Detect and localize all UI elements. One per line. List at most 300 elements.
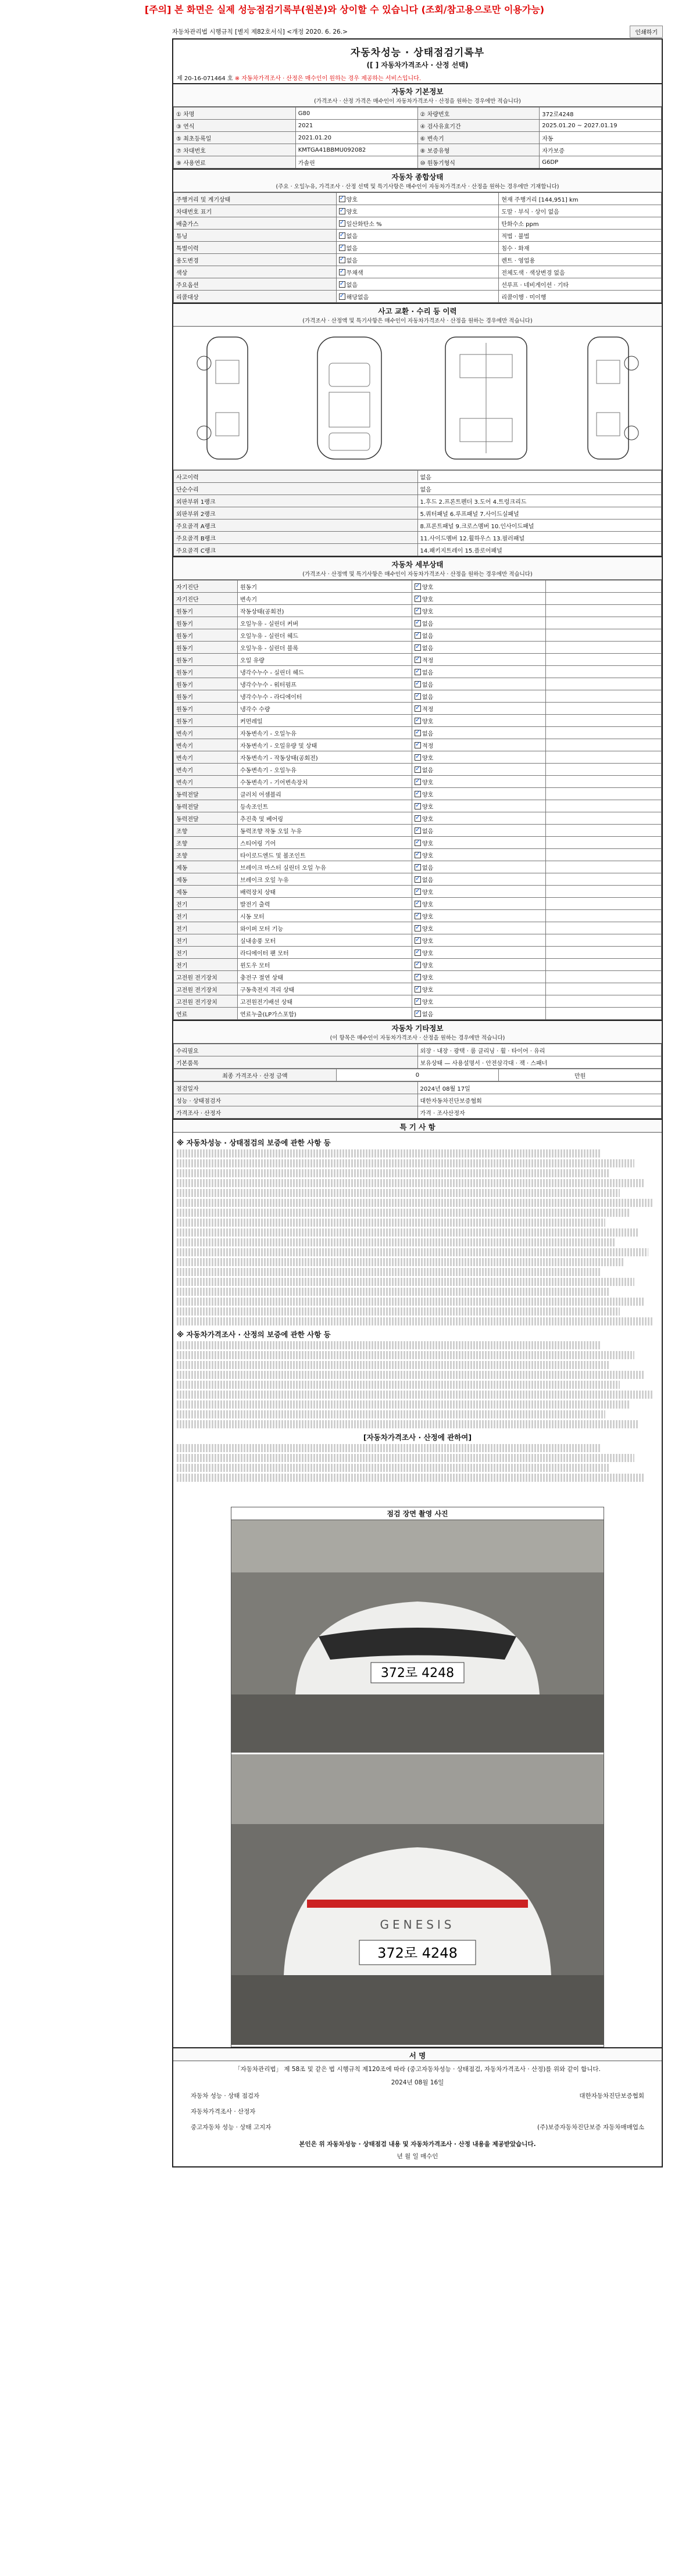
checkbox-checked-icon (415, 583, 421, 590)
section-repair-header (173, 303, 662, 327)
basic-label: ⑨ 사용연료 (174, 156, 296, 169)
check-value: 양호 (422, 816, 434, 823)
overall-detail: 선루프 · 네비게이션 · 기타 (499, 278, 662, 291)
section-sign-title: 서 명 (409, 2051, 426, 2060)
detail-note (546, 581, 662, 593)
checkbox-checked-icon (415, 925, 421, 931)
check-value: 없음 (346, 245, 358, 252)
inspector-value: 2024년 08월 17일 (417, 1082, 662, 1094)
detail-item: 작동상태(공회전) (238, 605, 412, 617)
overall-item: 특별이력 (174, 242, 337, 254)
repair-value: 1.후드 2.프론트펜더 3.도어 4.트렁크리드 (417, 495, 662, 507)
detail-row (174, 983, 662, 995)
check-value: 양호 (422, 974, 434, 981)
detail-item: 브레이크 마스터 실린더 오일 누유 (238, 861, 412, 873)
detail-group: 전기 (174, 898, 238, 910)
detail-group: 자기진단 (174, 581, 238, 593)
detail-note (546, 776, 662, 788)
detail-status (412, 812, 546, 825)
overall-item: 주행거리 및 계기상태 (174, 193, 337, 205)
notice-text-line (177, 1199, 654, 1207)
sign-row-appraiser (173, 2104, 662, 2119)
detail-status (412, 800, 546, 812)
detail-group: 원동기 (174, 703, 238, 715)
detail-status (412, 922, 546, 934)
detail-row (174, 642, 662, 654)
detail-group: 전기 (174, 947, 238, 959)
car-underbody-diagram (428, 331, 544, 465)
check-value: 없음 (422, 1011, 434, 1018)
detail-group: 원동기 (174, 678, 238, 690)
overall-status (336, 266, 499, 278)
detail-note (546, 1008, 662, 1020)
detail-item: 자동변속기 - 작동상태(공회전) (238, 751, 412, 764)
check-value: 없음 (346, 282, 358, 289)
detail-note (546, 800, 662, 812)
overall-status (336, 242, 499, 254)
detail-status (412, 910, 546, 922)
checkbox-checked-icon (415, 950, 421, 956)
final-price-label: 최종 가격조사 · 산정 금액 (174, 1069, 337, 1081)
overall-row (174, 291, 662, 303)
checkbox-checked-icon (415, 962, 421, 968)
checkbox-checked-icon (415, 754, 421, 761)
repair-item: 외판부위 2랭크 (174, 507, 418, 520)
check-value: 없음 (422, 633, 434, 640)
detail-note (546, 837, 662, 849)
repair-item: 사고이력 (174, 471, 418, 483)
check-value: 없음 (422, 730, 434, 737)
detail-item: 냉각수누수 - 실린더 헤드 (238, 666, 412, 678)
check-value: 양호 (422, 999, 434, 1006)
inspector-value: 대한자동차진단보증협회 (417, 1094, 662, 1106)
check-value: 해당없음 (346, 294, 369, 301)
section-detail-title: 자동차 세부상태 (391, 560, 444, 569)
basic-row (174, 108, 662, 120)
detail-status (412, 764, 546, 776)
detail-group: 변속기 (174, 764, 238, 776)
detail-status (412, 861, 546, 873)
detail-row (174, 995, 662, 1008)
detail-status (412, 959, 546, 971)
check-value: 없음 (422, 694, 434, 701)
check-value: 없음 (422, 645, 434, 652)
detail-item: 충전구 절연 상태 (238, 971, 412, 983)
check-value: 양호 (422, 791, 434, 798)
notice-text-line (177, 1238, 615, 1246)
check-value: 양호 (422, 755, 434, 762)
detail-note (546, 788, 662, 800)
notice-text-line (177, 1454, 634, 1462)
other-item: 기본품목 (174, 1056, 418, 1069)
detail-item: 윈도우 모터 (238, 959, 412, 971)
repair-item: 주요골격 A랭크 (174, 520, 418, 532)
detail-status (412, 642, 546, 654)
detail-status (412, 715, 546, 727)
form-reference: 자동차관리법 시행규칙 [별지 제82호서식] <개정 2020. 6. 26.> (172, 28, 348, 35)
notice-text-line (177, 1258, 624, 1266)
checkbox-checked-icon (415, 864, 421, 870)
repair-value: 없음 (417, 483, 662, 495)
overall-row (174, 217, 662, 230)
detail-row (174, 934, 662, 947)
detail-status (412, 788, 546, 800)
inspector-label: 가격조사 · 산정자 (174, 1106, 418, 1119)
notice-text-line (177, 1298, 644, 1306)
overall-status (336, 205, 499, 217)
notice-title-appraisal: ※ 자동차가격조사 · 산정의 보증에 관한 사항 등 (177, 1330, 331, 1339)
detail-group: 전기 (174, 910, 238, 922)
repair-value: 없음 (417, 471, 662, 483)
check-value: 양호 (422, 926, 434, 933)
detail-note (546, 934, 662, 947)
check-value: 양호 (422, 889, 434, 896)
notice-text-line (177, 1209, 629, 1217)
detail-item: 수동변속기 - 기어변속장치 (238, 776, 412, 788)
detail-row (174, 788, 662, 800)
section-other-title: 자동차 기타정보 (391, 1024, 444, 1033)
detail-note (546, 703, 662, 715)
sign-row-inspector (173, 2088, 662, 2104)
check-value: 양호 (422, 584, 434, 591)
detail-status (412, 849, 546, 861)
section-basic-sub: (가격조사 · 산정 가격은 매수인이 자동차가격조사 · 산정을 원하는 경우에만 적습니다) (314, 98, 521, 105)
other-row (174, 1044, 662, 1056)
checkbox-checked-icon (415, 644, 421, 651)
detail-note (546, 690, 662, 703)
detail-row (174, 886, 662, 898)
detail-group: 동력전달 (174, 800, 238, 812)
notice-text-line (177, 1159, 634, 1167)
sign-declaration: 「자동차관리법」 제 58조 및 같은 법 시행규칙 제120조에 따라 (중고자동차성능 · 상태점검, 자동차가격조사 · 산정)를 위와 같이 합니다. (234, 2066, 601, 2073)
overall-item: 주요옵션 (174, 278, 337, 291)
detail-note (546, 764, 662, 776)
repair-row (174, 507, 662, 520)
detail-group: 원동기 (174, 690, 238, 703)
detail-status (412, 703, 546, 715)
print-button[interactable]: 인쇄하기 (630, 26, 663, 38)
overall-status (336, 230, 499, 242)
basic-label: ⑧ 보증유형 (417, 144, 540, 156)
detail-status (412, 886, 546, 898)
check-value: 양호 (422, 950, 434, 957)
notice-text-line (177, 1219, 605, 1227)
detail-item: 클러치 어셈블리 (238, 788, 412, 800)
check-value: 양호 (346, 209, 358, 216)
record-title-sub: ([ ] 자동차가격조사 · 산정 선택) (366, 61, 469, 69)
overall-detail: 도말 · 부식 · 상이 없음 (499, 205, 662, 217)
detail-note (546, 849, 662, 861)
detail-row (174, 715, 662, 727)
detail-group: 원동기 (174, 715, 238, 727)
detail-group: 원동기 (174, 605, 238, 617)
record-note: ※ 자동차가격조사 · 산정은 매수인이 원하는 경우 제공하는 서비스입니다. (234, 76, 422, 82)
checkbox-checked-icon (339, 257, 345, 263)
basic-label: ② 차량번호 (417, 108, 540, 120)
basic-value: 자동 (540, 132, 662, 144)
notice-text-line (177, 1410, 605, 1418)
check-value: 양호 (422, 840, 434, 847)
detail-row (174, 776, 662, 788)
final-price-value: 0 (336, 1069, 499, 1081)
basic-value: 2021.01.20 (295, 132, 417, 144)
notice-text-line (177, 1278, 634, 1286)
overall-detail: 전체도색 · 색상변경 없음 (499, 266, 662, 278)
detail-row (174, 910, 662, 922)
detail-note (546, 812, 662, 825)
check-value: 무채색 (346, 270, 363, 277)
detail-row (174, 666, 662, 678)
notice-text-line (177, 1474, 644, 1482)
detail-note (546, 825, 662, 837)
basic-value: 자가보증 (540, 144, 662, 156)
notice-text-line (177, 1351, 634, 1359)
notice-text-line (177, 1341, 601, 1349)
detail-row (174, 703, 662, 715)
overall-item: 색상 (174, 266, 337, 278)
repair-item: 주요골격 B랭크 (174, 532, 418, 544)
detail-group: 전기 (174, 934, 238, 947)
detail-item: 자동변속기 - 오일유량 및 상태 (238, 739, 412, 751)
detail-item: 구동축전지 격리 상태 (238, 983, 412, 995)
sign-seller-value: (주)보증자동차진단보증 자동차매매업소 (537, 2124, 644, 2131)
detail-note (546, 593, 662, 605)
detail-item: 등속조인트 (238, 800, 412, 812)
detail-note (546, 715, 662, 727)
detail-status (412, 739, 546, 751)
detail-group: 변속기 (174, 739, 238, 751)
detail-item: 배력장치 상태 (238, 886, 412, 898)
detail-status (412, 605, 546, 617)
repair-item: 주요골격 C랭크 (174, 544, 418, 556)
check-value: 양호 (422, 852, 434, 859)
detail-note (546, 983, 662, 995)
detail-status (412, 873, 546, 886)
final-price-table (173, 1069, 662, 1081)
checkbox-checked-icon (415, 718, 421, 724)
repair-item: 단순수리 (174, 483, 418, 495)
section-basic-title: 자동차 기본정보 (391, 87, 444, 96)
detail-status (412, 593, 546, 605)
checkbox-checked-icon (415, 937, 421, 944)
section-overall-sub: (주요 · 오일누유, 가격조사 · 산정 선택 및 특기사항은 매수인이 자동차가격조사 · 산정을 원하는 경우에만 기재합니다) (276, 184, 559, 190)
check-value: 적정 (422, 657, 434, 664)
basic-value: 372로4248 (540, 108, 662, 120)
detail-note (546, 751, 662, 764)
detail-item: 냉각수누수 - 워터펌프 (238, 678, 412, 690)
detail-row (174, 654, 662, 666)
checkbox-checked-icon (415, 840, 421, 846)
front-photo (231, 1520, 604, 1753)
notice-text-line (177, 1317, 654, 1325)
sign-inspector-label: 자동차 성능 · 상태 점검자 (191, 2093, 260, 2100)
checkbox-checked-icon (415, 766, 421, 773)
check-value: 양호 (422, 901, 434, 908)
inspector-row (174, 1106, 662, 1119)
detail-status-table (173, 580, 662, 1020)
record-number-line (173, 72, 662, 83)
inspection-photos (231, 1507, 604, 2047)
overall-item: 차대번호 표기 (174, 205, 337, 217)
detail-item: 원동기 (238, 581, 412, 593)
detail-status (412, 751, 546, 764)
check-value: 없음 (346, 257, 358, 264)
notice-text-line (177, 1189, 620, 1197)
check-value: 없음 (422, 669, 434, 676)
notice-text-line (177, 1169, 610, 1177)
detail-note (546, 910, 662, 922)
detail-item: 타이로드엔드 및 볼조인트 (238, 849, 412, 861)
detail-status (412, 629, 546, 642)
overall-item: 용도변경 (174, 254, 337, 266)
overall-row (174, 193, 662, 205)
notice-text-line (177, 1444, 601, 1452)
other-info-table (173, 1044, 662, 1069)
detail-row (174, 849, 662, 861)
detail-group: 고전원 전기장치 (174, 995, 238, 1008)
detail-row (174, 959, 662, 971)
sign-inspector-value: 대한자동차진단보증협회 (579, 2093, 644, 2100)
final-price-unit: 만원 (499, 1069, 662, 1081)
checkbox-checked-icon (415, 705, 421, 712)
notice-text-line (177, 1149, 601, 1158)
inspector-label: 점검일자 (174, 1082, 418, 1094)
check-value: 양호 (422, 987, 434, 994)
detail-group: 제동 (174, 873, 238, 886)
overall-detail: 리콜이행 · 미이행 (499, 291, 662, 303)
detail-group: 원동기 (174, 629, 238, 642)
section-special-title: 특 기 사 항 (399, 1123, 435, 1131)
section-special-header (173, 1119, 662, 1133)
overall-detail: 현재 주행거리 [144,951] km (499, 193, 662, 205)
notice-text-line (177, 1371, 644, 1379)
check-value: 적정 (422, 743, 434, 750)
detail-row (174, 800, 662, 812)
section-other-sub: (이 항목은 매수인이 자동차가격조사 · 산정을 원하는 경우에만 적습니다) (330, 1035, 505, 1041)
sign-receiver: 년 월 일 매수인 (397, 2153, 438, 2160)
repair-item: 외판부위 1랭크 (174, 495, 418, 507)
detail-row (174, 727, 662, 739)
checkbox-checked-icon (415, 998, 421, 1005)
notice-text-line (177, 1288, 610, 1296)
detail-status (412, 654, 546, 666)
record-frame (172, 38, 663, 2167)
detail-status (412, 825, 546, 837)
detail-status (412, 690, 546, 703)
inspector-row (174, 1082, 662, 1094)
overall-detail: 적법 · 불법 (499, 230, 662, 242)
checkbox-checked-icon (415, 852, 421, 858)
section-repair-sub: (가격조사 · 산정액 및 특기사항은 매수인이 자동차가격조사 · 산정을 원하는 경우에만 적습니다) (302, 318, 533, 324)
record-number: 제 20-16-071464 호 (177, 76, 233, 82)
detail-status (412, 983, 546, 995)
detail-note (546, 959, 662, 971)
detail-row (174, 812, 662, 825)
detail-row (174, 922, 662, 934)
detail-row (174, 605, 662, 617)
notice-title-warranty: ※ 자동차성능 · 상태점검의 보증에 관한 사항 등 (177, 1138, 331, 1147)
car-diagram (173, 327, 662, 470)
detail-row (174, 739, 662, 751)
detail-note (546, 898, 662, 910)
detail-group: 조향 (174, 825, 238, 837)
check-value: 양호 (346, 196, 358, 203)
repair-row (174, 483, 662, 495)
checkbox-checked-icon (415, 876, 421, 883)
front-plate-text: 372로 4248 (380, 1666, 455, 1681)
detail-row (174, 825, 662, 837)
section-repair-title: 사고 교환 · 수리 등 이력 (378, 307, 457, 316)
notice-text-line (177, 1391, 654, 1399)
check-value: 양호 (422, 804, 434, 811)
detail-status (412, 837, 546, 849)
inspector-value: 가격 · 조사산정자 (417, 1106, 662, 1119)
overall-status-table (173, 192, 662, 303)
inspector-table (173, 1081, 662, 1119)
sign-appraiser-label: 자동차가격조사 · 산정자 (191, 2108, 256, 2115)
detail-group: 원동기 (174, 642, 238, 654)
detail-group: 연료 (174, 1008, 238, 1020)
checkbox-checked-icon (415, 974, 421, 980)
other-value: 외장 · 내장 · 광택 · 룸 클리닝 · 휠 · 타이어 · 유리 (417, 1044, 662, 1056)
overall-status (336, 291, 499, 303)
basic-value: KMTGA41BBMU092082 (295, 144, 417, 156)
overall-row (174, 266, 662, 278)
detail-row (174, 861, 662, 873)
detail-status (412, 678, 546, 690)
repair-value: 8.프론트패널 9.크로스멤버 10.인사이드패널 (417, 520, 662, 532)
check-value: 양호 (422, 608, 434, 615)
detail-group: 조향 (174, 849, 238, 861)
section-overall-header (173, 169, 662, 192)
detail-note (546, 922, 662, 934)
detail-row (174, 678, 662, 690)
basic-label: ⑤ 최초등록일 (174, 132, 296, 144)
checkbox-checked-icon (415, 901, 421, 907)
checkbox-checked-icon (415, 986, 421, 993)
check-value: 양호 (422, 962, 434, 969)
check-value: 양호 (422, 913, 434, 920)
overall-detail: 렌트 · 영업용 (499, 254, 662, 266)
detail-note (546, 971, 662, 983)
checkbox-checked-icon (415, 657, 421, 663)
detail-row (174, 593, 662, 605)
detail-group: 원동기 (174, 654, 238, 666)
detail-status (412, 947, 546, 959)
checkbox-checked-icon (415, 608, 421, 614)
basic-label: ⑩ 원동기형식 (417, 156, 540, 169)
overall-detail: 침수 · 화재 (499, 242, 662, 254)
check-value: 없음 (422, 877, 434, 884)
checkbox-checked-icon (415, 730, 421, 736)
repair-row (174, 471, 662, 483)
checkbox-checked-icon (415, 779, 421, 785)
detail-note (546, 873, 662, 886)
detail-item: 커먼레일 (238, 715, 412, 727)
warning-banner: [주의] 본 화면은 실제 성능점검기록부(원본)와 상이할 수 있습니다 (조회/참고용으로만 이용가능) (144, 4, 545, 15)
notice-text-line (177, 1268, 601, 1276)
detail-note (546, 739, 662, 751)
overall-row (174, 254, 662, 266)
detail-row (174, 690, 662, 703)
overall-item: 리콜대상 (174, 291, 337, 303)
repair-history-table (173, 470, 662, 556)
car-left-side-diagram (184, 331, 271, 465)
checkbox-checked-icon (339, 208, 345, 214)
detail-note (546, 629, 662, 642)
checkbox-checked-icon (415, 791, 421, 797)
detail-group: 고전원 전기장치 (174, 971, 238, 983)
